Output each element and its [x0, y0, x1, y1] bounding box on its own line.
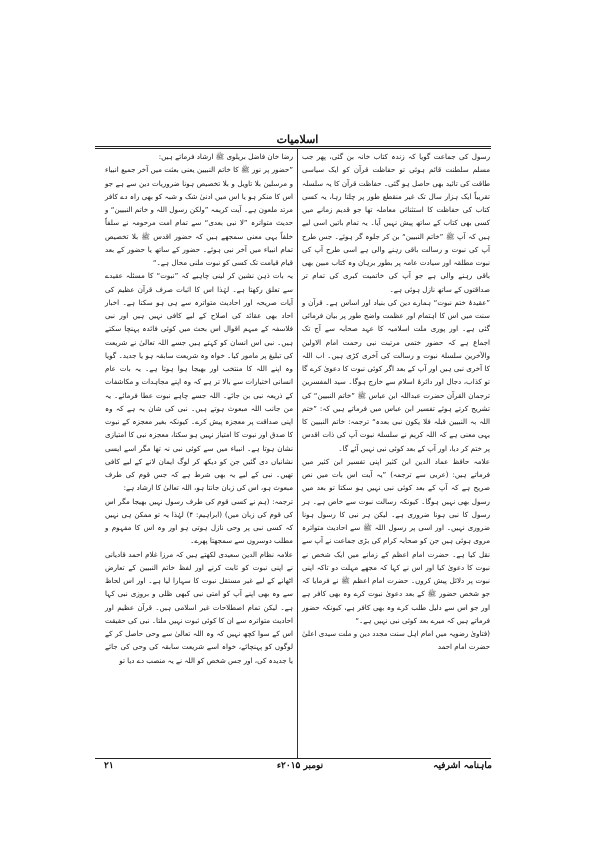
- paragraph: یہ بات ذہن نشین کر لینی چاہیے کہ ”نبوت“ کا مسئلہ عقیدے سے تعلق رکھتا ہے۔ لہٰذا اس کا اثبات صرف قرآن عظیم کی آیات صریحہ اور احادیث متواترہ سے ہی ہو سکتا ہے۔ اخبار احاد بھی عقائد کی اصلاح کے لیے کافی نہیں ہیں اور نبی فلاسفہ کے مبہم اقوال اس بحث میں کوئی فائدہ پہنچا سکتے ہیں۔ نبی اس انسان کو کہتے ہیں جسے اللہ تعالیٰ نے شریعت کی تبلیغ پر مامور کیا۔ خواہ وہ شریعت سابقہ ہو یا جدید۔ گویا وہ اپنے اللہ کا منتخب اور بھیجا ہوا ہوتا ہے۔ یہ بات عام انسانی اختیارات سے بالا تر ہے کہ وہ اپنے مجاہدات و مکاشفات کے ذریعہ نبی بن جائے۔ اللہ جسے چاہے نبوت عطا فرمائے۔ یہ من جانب اللہ مبعوث ہوتے ہیں۔ نبی کی شان یہ ہے کہ وہ اپنی صداقت پر معجزہ پیش کرے۔ کیونکہ بغیر معجزہ کے نبوت کا صدق اور نبوت کا امتیاز نہیں ہو سکتا، معجزہ نبی کا امتیازی نشان ہوتا ہے۔ انبیاء میں سے کوئی نبی نہ تھا مگر اسے ایسی نشانیاں دی گئیں جن کو دیکھ کر لوگ ایمان لانے کے لیے کافی تھیں۔ نبی کے لیے یہ بھی شرط ہے کہ جس قوم کی طرف مبعوث ہو، اس کی زبان جانتا ہو، اللہ تعالیٰ کا ارشاد ہے:: [105, 271, 293, 493]
- header-rule-bottom: [95, 148, 491, 149]
- right-column: [302, 150, 490, 654]
- footer-magazine-name: ماہنامہ اشرفیہ: [433, 761, 492, 771]
- running-head-title: اسلامیات: [276, 133, 319, 146]
- paragraph: علامہ نظام الدین سعیدی لکھتے ہیں کہ مرزا غلام احمد قادیانی نے اپنی نبوت کو ثابت کرنے اور لفظ خاتم النبیین کے تعارض اٹھانے کے لیے غیر مستقل نبوت کا سہارا لیا ہے۔ اور اس لحاظ سے وہ بھی اپنے آپ کو امتی نبی کبھی ظلی و بروزی نبی کہا ہے۔ لیکن تمام اصطلاحات غیر اسلامی ہیں۔ قرآن عظیم اور احادیث متواترہ سے ان کا کوئی ثبوت نہیں ملتا۔ نبی کی حقیقت اس کے سوا کچھ نہیں کہ وہ اللہ تعالیٰ سے وحی حاصل کر کے لوگوں کو پہنچائے، خواہ اسے شریعت سابقہ کی وحی کی جائے یا جدیدہ کی، اور جس شخص کو اللہ نے یہ منصب دے دیا تو: [105, 549, 293, 665]
- footer-issue-date: نومبر ۲۰۱۵ء: [276, 761, 324, 771]
- paragraph: ترجمہ: (ہم نے کسی قوم کی طرف رسول نہیں بھیجا مگر اس کی قوم کی زبان میں) (ابراہیم: ۴) لہٰذا یہ تو ممکن ہی نہیں کہ کسی نبی پر وحی نازل ہوتی ہو اور وہ اس کا مفہوم و مطلب دوسروں سے سمجھتا پھرے۔: [105, 496, 293, 546]
- quote-paragraph: ”حضور پر نور ﷺ کا خاتم النبیین یعنی بعثت میں آخر جمیع انبیاء و مرسلین بلا تاویل و بلا تخصیص ہونا ضروریات دین سے ہے جو اس کا منکر ہو یا اس میں ادنیٰ شک و شبہ کو بھی راہ دے کافر مرتد ملعون ہے۔ آیت کریمہ ”ولکن رسول اللہ و خاتم النبیین“ و حدیث متواترہ ”لا نبی بعدی“ سے تمام امت مرحومہ نے سلفاً خلفاً یہی معنی سمجھے ہیں کہ حضور اقدس ﷺ بلا تخصیص تمام انبیاء میں آخر نبی ہوئے۔ حضور کے ساتھ یا حضور کے بعد قیام قیامت تک کسی کو نبوت ملنی محال ہے۔“: [105, 165, 293, 267]
- header-rule-top: [95, 146, 491, 147]
- paragraph: (فتاویٰ رضویہ میں امام اہل سنت مجدد دین و ملت سیدی اعلیٰ حضرت امام احمد: [302, 629, 490, 652]
- paragraph: رسول کی جماعت گویا کہ زندہ کتاب خانہ بن گئی، پھر جب مسلم سلطنت قائم ہوئی تو حفاظت قرآن کو ایک سیاسی طاقت کی تائید بھی حاصل ہو گئی۔ حفاظت قرآن کا یہ سلسلہ تقریباً ایک ہزار سال تک غیر منقطع طور پر چلتا رہا، یہ کسی کتاب کی حفاظت کا استثنائی معاملہ تھا جو قدیم زمانے میں کسی بھی کتاب کے ساتھ پیش نہیں آیا۔ یہ تمام باتیں اسی لیے ہیں کہ آپ ﷺ ”خاتم النبیین“ بن کر جلوہ گر ہوئے۔ جس طرح آپ کی نبوت و رسالت باقی رہنے والی ہے اسی طرح آپ کی نبوت مطلقہ اور سیادت عامہ پر بطور برہان وہ کتاب مبین بھی باقی رہنے والی ہے جو آپ کی خاتمیت کبری کی تمام تر صداقتوں کے ساتھ نازل ہوئی ہے۔: [302, 152, 490, 294]
- left-column: [105, 150, 293, 667]
- paragraph: رضا خان فاضل بریلوی ﷺ ارشاد فرماتے ہیں:: [158, 152, 293, 161]
- paragraph: ”عقیدۂ ختم نبوت“ ہمارے دین کی بنیاد اور اساس ہے۔ قرآن و سنت میں اس کا اہتمام اور عظمت واضح طور پر بیان فرمائی گئی ہے۔ اور پوری ملت اسلامیہ کا عہد صحابہ سے آج تک اجماع ہے کہ حضور ختمی مرتبت نبی رحمت امام الاولین والآخرین سلسلۂ نبوت و رسالت کی آخری کڑی ہیں۔ اب اللہ کا آخری نبی ہیں اور آپ کے بعد اگر کوئی نبوت کا دعویٰ کرے گا تو کذاب، دجال اور دائرۂ اسلام سے خارج ہوگا۔ سید المفسرین ترجمان القرآن حضرت عبداللہ ابن عباس ﷺ ”خاتم النبیین“ کی تشریح کرتے ہوئے تفسیر ابن عباس میں فرماتے ہیں کہ: ”ختم اللہ بہ النبیین قبلہ فلا یکون نبی بعدہ“ ترجمہ: خاتم النبیین کا یہی معنی ہے کہ اللہ کریم نے سلسلۂ نبوت آپ کی ذات اقدس پر ختم کر دیا، اور آپ کے بعد کوئی نبی نہیں آئے گا۔: [302, 297, 490, 453]
- page-number: ۲۱: [104, 761, 114, 771]
- footer-rule: [95, 758, 491, 759]
- column-divider: [297, 148, 298, 758]
- paragraph: علامہ حافظ عماد الدین ابن کثیر اپنی تفسیر ابن کثیر میں فرماتے ہیں: (عربی سے ترجمہ) ”یہ آیت اس بات میں نص صریح ہے کہ آپ کے بعد کوئی نبی نہیں ہو سکتا تو بعد میں رسول بھی نہیں ہوگا۔ کیونکہ رسالت نبوت سے خاص ہے۔ ہر رسول کا نبی ہونا ضروری ہے۔ لیکن ہر نبی کا رسول ہونا ضروری نہیں۔ اور اسی پر رسول اللہ ﷺ سے احادیث متواترہ مروی ہوئی ہیں جن کو صحابہ کرام کی بڑی جماعت نے آپ سے نقل کیا ہے۔ حضرت امام اعظم کے زمانے میں ایک شخص نے نبوت کا دعویٰ کیا اور اس نے کہا کہ مجھے مہلت دو تاکہ اپنی نبوت پر دلائل پیش کروں۔ حضرت امام اعظم ﷺ نے فرمایا کہ جو شخص حضور ﷺ کے بعد دعویٰ نبوت کرے وہ بھی کافر ہے اور جو اس سے دلیل طلب کرے وہ بھی کافر ہے، کیونکہ حضور فرماتے ہیں کہ میرے بعد کوئی نبی نہیں ہے۔“: [302, 456, 490, 625]
